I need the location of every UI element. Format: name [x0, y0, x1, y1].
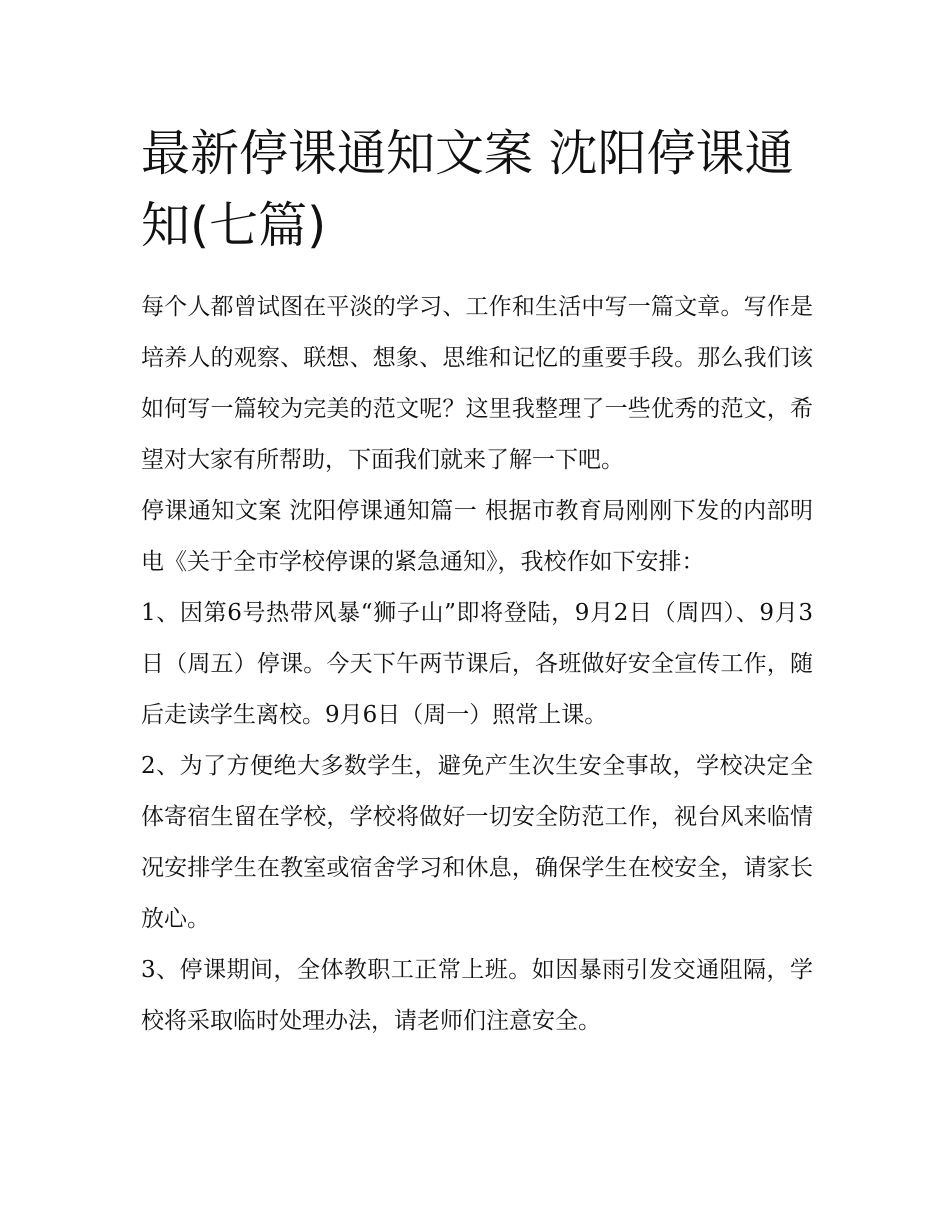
- notice-item-3: 3、停课期间，全体教职工正常上班。如因暴雨引发交通阻隔，学校将采取临时处理办法，请老师们注意安全。: [141, 957, 813, 1034]
- document-title: 最新停课通知文案 沈阳停课通知(七篇): [141, 125, 794, 254]
- document-content: [141, 118, 813, 1047]
- notice-item-2: 2、为了方便绝大多数学生，避免产生次生安全事故，学校决定全体寄宿生留在学校，学校将做好一切安全防范工作，视台风来临情况安排学生在教室或宿舍学习和休息，确保学生在校安全，请家长放心。: [141, 753, 813, 932]
- intro-paragraph: 每个人都曾试图在平淡的学习、工作和生活中写一篇文章。写作是培养人的观察、联想、想象、思维和记忆的重要手段。那么我们该如何写一篇较为完美的范文呢？这里我整理了一些优秀的范文，希望对大家有所帮助，下面我们就来了解一下吧。: [141, 294, 813, 473]
- notice-heading-paragraph: 停课通知文案 沈阳停课通知篇一 根据市教育局刚刚下发的内部明电《关于全市学校停课的紧急通知》，我校作如下安排：: [141, 498, 813, 575]
- document-body: [141, 282, 813, 1047]
- notice-item-1: 1、因第6号热带风暴“狮子山”即将登陆，9月2日（周四）、9月3日（周五）停课。今天下午两节课后，各班做好安全宣传工作，随后走读学生离校。9月6日（周一）照常上课。: [141, 600, 813, 728]
